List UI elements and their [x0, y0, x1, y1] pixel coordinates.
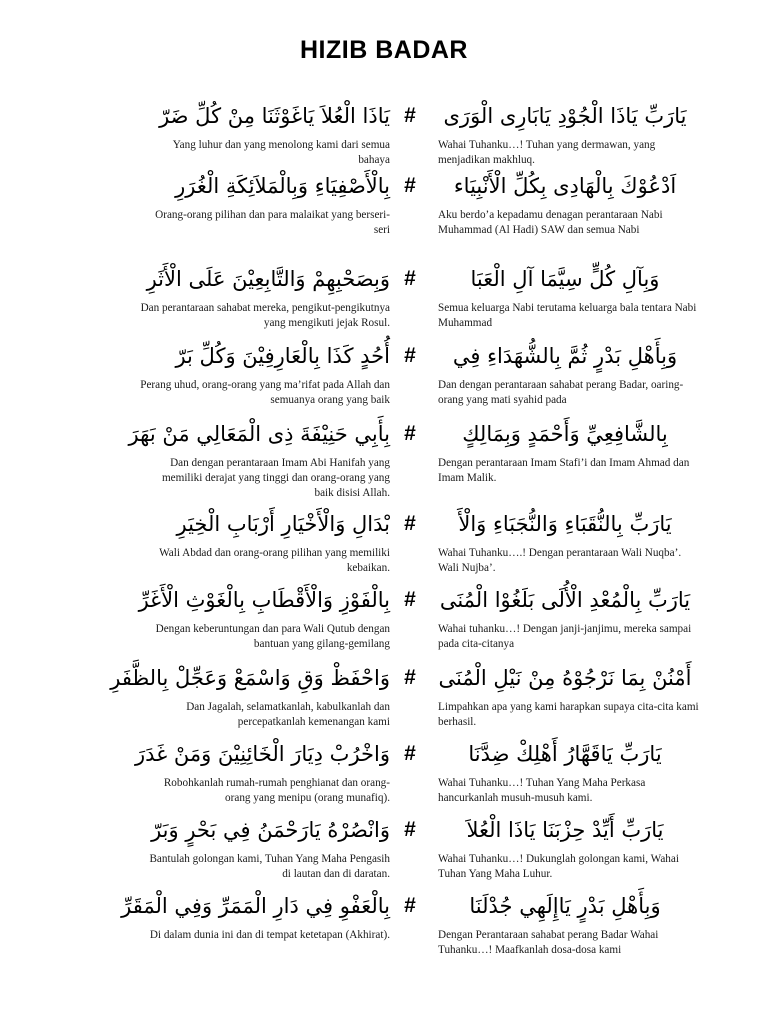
- verse-arabic-second-half: وَاخْرُبْ دِيَارَ الْخَائِنِيْنَ وَمَنْ غَدَرَ: [135, 742, 390, 766]
- verse-translation-second-half: Bantulah golongan kami, Tuhan Yang Maha Pengasih di lautan dan di daratan.: [149, 853, 390, 880]
- verse-separator: #: [404, 267, 416, 290]
- page-title: HIZIB BADAR: [300, 36, 468, 64]
- verse-11: [0, 884, 768, 972]
- verse-separator: #: [404, 588, 416, 611]
- verse-9: [0, 732, 768, 820]
- verse-separator: #: [404, 666, 416, 689]
- verse-translation-first-half: Dengan Perantaraan sahabat perang Badar Wahai Tuhanku…! Maafkanlah dosa-dosa kami: [438, 929, 659, 956]
- verse-separator: #: [404, 894, 416, 917]
- verse-translation-second-half: Yang luhur dan yang menolong kami dari semua bahaya: [172, 139, 390, 166]
- verse-separator: #: [404, 512, 416, 535]
- verse-translation-first-half: Wahai Tuhanku….! Dengan perantaraan Wali Nuqba’. Wali Nujba’.: [438, 547, 682, 574]
- verse-arabic-second-half: بِالْأَصْفِيَاءِ وَبِالْمَلاَئِكَةِ الْغُرَرِ: [175, 174, 390, 198]
- verse-arabic-second-half: بْدَالِ وَالْأَخْيَارِ أَرْبَابِ الْخِيَرِ: [176, 512, 390, 536]
- verse-7: [0, 578, 768, 666]
- verse-translation-second-half: Dan dengan perantaraan Imam Abi Hanifah yang memiliki derajat yang tinggi dan orang-orang yang baik disisi Allah.: [161, 457, 390, 499]
- verse-arabic-second-half: وَبِصَحْبِهِمْ وَالتَّابِعِيْنَ عَلَى الْأَثَرِ: [146, 267, 390, 291]
- verse-translation-first-half: Limpahkan apa yang kami harapkan supaya cita-cita kami berhasil.: [438, 701, 699, 728]
- verse-arabic-second-half: بِالْعَفْوِ فِي دَارِ الْمَمَرِّ وَفِي الْمَقَرِّ: [121, 894, 390, 918]
- verse-translation-second-half: Robohkanlah rumah-rumah penghianat dan orang-orang yang menipu (orang munafiq).: [163, 777, 390, 804]
- verse-5: [0, 412, 768, 500]
- verse-arabic-first-half: يَارَبِّ أَيِّدْ حِزْبَنَا يَاذَا الْعُلاَ: [466, 818, 664, 842]
- verse-arabic-second-half: يَاذَا الْعُلاَ يَاغَوْثَنَا مِنْ كُلِّ ضَرّ: [159, 104, 390, 128]
- verse-arabic-first-half: يَارَبِّ يَاذَا الْجُوْدِ يَابَارِى الْوَرَى: [443, 104, 687, 128]
- verse-translation-second-half: Wali Abdad dan orang-orang pilihan yang memiliki kebaikan.: [159, 547, 390, 574]
- verse-translation-first-half: Dan dengan perantaraan sahabat perang Badar, oaring-orang yang mati syahid pada: [438, 379, 684, 406]
- verse-arabic-first-half: أَمْنُنْ بِمَا نَرْجُوْهُ مِنْ نَيْلِ الْمُنَى: [438, 666, 692, 690]
- verse-arabic-second-half: أُحُدٍ كَذَا بِالْعَارِفِيْنَ وَكُلِّ بَرّ: [175, 344, 390, 368]
- verse-separator: #: [404, 344, 416, 367]
- verse-arabic-first-half: يَارَبِّ بِالنُّقَبَاءِ وَالنُّجَبَاءِ وَالْأَ: [458, 512, 672, 536]
- verse-separator: #: [404, 422, 416, 445]
- verse-arabic-first-half: وَبِآلِ كُلٍّ سِيَّمَا آلِ الْعَبَا: [470, 267, 660, 291]
- verse-arabic-first-half: يَارَبِّ يَاقَهَّارُ أَهْلِكْ ضِدَّنَا: [468, 742, 662, 766]
- verse-arabic-second-half: وَانْصُرْهُ يَارَحْمَنُ فِي بَحْرٍ وَبَرّ: [151, 818, 390, 842]
- verse-arabic-second-half: بِالْفَوْزِ وَالْأَقْطَابِ بِالْغَوْثِ الْأَغَرِّ: [138, 588, 390, 612]
- verse-translation-first-half: Aku berdo’a kepadamu denagan perantaraan Nabi Muhammad (Al Hadi) SAW dan semua Nabi: [438, 209, 663, 236]
- verse-arabic-first-half: وَبِأَهْلِ بَدْرٍ ثُمَّ بِالشُّهَدَاءِ فِي: [452, 344, 678, 368]
- verse-3: [0, 257, 768, 345]
- verse-translation-second-half: Dan Jagalah, selamatkanlah, kabulkanlah dan percepatkanlah kemenangan kami: [186, 701, 390, 728]
- verse-separator: #: [404, 104, 416, 127]
- verse-translation-second-half: Di dalam dunia ini dan di tempat ketetapan (Akhirat).: [149, 929, 390, 941]
- verse-translation-first-half: Wahai tuhanku…! Dengan janji-janjimu, mereka sampai pada cita-citanya: [438, 623, 692, 650]
- verse-separator: #: [404, 742, 416, 765]
- verse-10: [0, 808, 768, 896]
- verse-4: [0, 334, 768, 422]
- verse-translation-first-half: Wahai Tuhanku…! Dukunglah golongan kami, Wahai Tuhan Yang Maha Luhur.: [438, 853, 679, 880]
- verse-translation-first-half: Wahai Tuhanku…! Tuhan Yang Maha Perkasa hancurkanlah musuh-musuh kami.: [438, 777, 646, 804]
- verse-separator: #: [404, 818, 416, 841]
- verse-arabic-first-half: اَدْعُوْكَ بِالْهَادِى بِكُلِّ الْأَنْبِيَاء: [453, 174, 677, 198]
- verse-arabic-first-half: يَارَبِّ بِالْمُعْدِ الْأُلَى بَلَغُوْا الْمُنَى: [439, 588, 691, 612]
- verse-translation-first-half: Wahai Tuhanku…! Tuhan yang dermawan, yang menjadikan makhluq.: [438, 139, 656, 166]
- verse-6: [0, 502, 768, 590]
- verse-separator: #: [404, 174, 416, 197]
- verse-translation-second-half: Dan perantaraan sahabat mereka, pengikut-pengikutnya yang mengikuti jejak Rosul.: [140, 302, 390, 329]
- verse-translation-second-half: Dengan keberuntungan dan para Wali Qutub dengan bantuan yang gilang-gemilang: [155, 623, 390, 650]
- verse-translation-first-half: Dengan perantaraan Imam Stafi’i dan Imam Ahmad dan Imam Malik.: [438, 457, 690, 484]
- verse-translation-second-half: Orang-orang pilihan dan para malaikat yang berseri-seri: [155, 209, 390, 236]
- verse-arabic-second-half: بِأَبِي حَنِيْفَةَ ذِى الْمَعَالِي مَنْ بَهَرَ: [128, 422, 390, 446]
- verse-8: [0, 656, 768, 744]
- verse-arabic-first-half: بِالشَّافِعِيِّ وَأَحْمَدٍ وَبِمَالِكٍ: [462, 422, 668, 446]
- verse-2: [0, 164, 768, 252]
- verse-arabic-second-half: وَاحْفَظْ وَقِ وَاسْمَعْ وَعَجِّلْ بِالظَّفَرِ: [110, 666, 390, 690]
- verse-translation-second-half: Perang uhud, orang-orang yang ma’rifat pada Allah dan semuanya orang yang baik: [140, 379, 390, 406]
- verse-translation-first-half: Semua keluarga Nabi terutama keluarga bala tentara Nabi Muhammad: [438, 302, 697, 329]
- verse-arabic-first-half: وَبِأَهْلِ بَدْرٍ يَاإِلَهِي جُدْلَنَا: [469, 894, 661, 918]
